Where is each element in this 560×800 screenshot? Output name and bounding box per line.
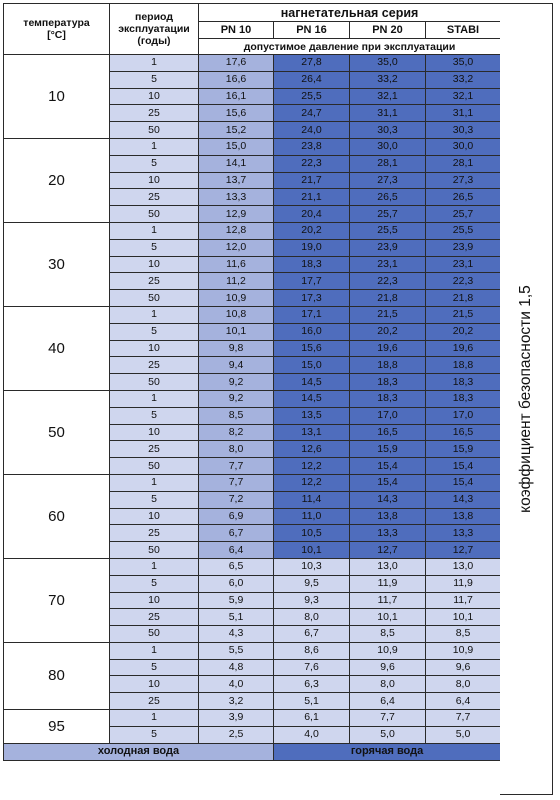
series-title: нагнетательная серия — [199, 4, 501, 22]
period-cell: 25 — [110, 525, 199, 542]
pn20-cell: 8,0 — [350, 676, 426, 693]
period-cell: 50 — [110, 458, 199, 475]
temperature-cell: 10 — [4, 55, 110, 139]
pn20-cell: 26,5 — [350, 189, 426, 206]
pn10-cell: 17,6 — [199, 55, 274, 72]
pn20-cell: 7,7 — [350, 710, 426, 727]
pn16-cell: 17,1 — [274, 306, 350, 323]
pn10-cell: 4,3 — [199, 626, 274, 643]
pn16-cell: 12,2 — [274, 474, 350, 491]
pn16-cell: 21,1 — [274, 189, 350, 206]
period-cell: 5 — [110, 659, 199, 676]
period-cell: 25 — [110, 189, 199, 206]
stabi-cell: 8,5 — [426, 626, 501, 643]
pn10-cell: 9,4 — [199, 357, 274, 374]
period-cell: 5 — [110, 239, 199, 256]
pn20-cell: 23,9 — [350, 239, 426, 256]
stabi-cell: 11,7 — [426, 592, 501, 609]
period-cell: 5 — [110, 323, 199, 340]
period-cell: 1 — [110, 222, 199, 239]
pn16-cell: 12,6 — [274, 441, 350, 458]
pn16-cell: 20,4 — [274, 206, 350, 223]
pn16-cell: 13,5 — [274, 407, 350, 424]
stabi-cell: 9,6 — [426, 659, 501, 676]
pn10-cell: 10,1 — [199, 323, 274, 340]
period-cell: 1 — [110, 642, 199, 659]
pn10-cell: 9,2 — [199, 374, 274, 391]
pn16-cell: 11,4 — [274, 491, 350, 508]
pn10-cell: 5,5 — [199, 642, 274, 659]
stabi-cell: 30,3 — [426, 122, 501, 139]
period-cell: 1 — [110, 474, 199, 491]
stabi-cell: 26,5 — [426, 189, 501, 206]
pn16-cell: 15,6 — [274, 340, 350, 357]
pn20-cell: 25,5 — [350, 222, 426, 239]
pn10-cell: 12,9 — [199, 206, 274, 223]
period-cell: 5 — [110, 575, 199, 592]
temperature-label: температура — [23, 17, 90, 29]
stabi-cell: 31,1 — [426, 105, 501, 122]
pn20-cell: 18,3 — [350, 374, 426, 391]
pn10-cell: 3,9 — [199, 710, 274, 727]
pn10-cell: 10,9 — [199, 290, 274, 307]
pn16-cell: 17,7 — [274, 273, 350, 290]
pn16-cell: 18,3 — [274, 256, 350, 273]
stabi-cell: 14,3 — [426, 491, 501, 508]
stabi-cell: 32,1 — [426, 88, 501, 105]
temperature-cell: 30 — [4, 222, 110, 306]
table-row — [4, 474, 501, 491]
pressure-table — [3, 3, 501, 761]
period-label-1: период — [135, 11, 173, 23]
period-cell: 1 — [110, 558, 199, 575]
pn16-cell: 11,0 — [274, 508, 350, 525]
stabi-cell: 13,0 — [426, 558, 501, 575]
pn20-cell: 9,6 — [350, 659, 426, 676]
stabi-cell: 28,1 — [426, 155, 501, 172]
pn20-cell: 18,3 — [350, 390, 426, 407]
table-row — [4, 306, 501, 323]
pn10-cell: 11,2 — [199, 273, 274, 290]
period-label-3: (годы) — [137, 35, 171, 47]
pn20-cell: 30,0 — [350, 138, 426, 155]
pn20-cell: 13,3 — [350, 525, 426, 542]
pn10-cell: 12,8 — [199, 222, 274, 239]
pn16-cell: 10,1 — [274, 542, 350, 559]
period-cell: 50 — [110, 206, 199, 223]
pn20-cell: 27,3 — [350, 172, 426, 189]
table-row — [4, 138, 501, 155]
pn16-cell: 27,8 — [274, 55, 350, 72]
pn16-cell: 24,7 — [274, 105, 350, 122]
stabi-cell: 18,3 — [426, 390, 501, 407]
pn20-cell: 11,9 — [350, 575, 426, 592]
pn16-cell: 10,3 — [274, 558, 350, 575]
period-cell: 1 — [110, 710, 199, 727]
period-cell: 10 — [110, 424, 199, 441]
pn20-cell: 5,0 — [350, 726, 426, 743]
pn20-cell: 8,5 — [350, 626, 426, 643]
pn10-cell: 5,9 — [199, 592, 274, 609]
stabi-cell: 12,7 — [426, 542, 501, 559]
pn20-cell: 31,1 — [350, 105, 426, 122]
period-cell: 50 — [110, 290, 199, 307]
temperature-cell: 70 — [4, 558, 110, 642]
pn16-cell: 13,1 — [274, 424, 350, 441]
pn16-cell: 8,0 — [274, 609, 350, 626]
stabi-cell: 17,0 — [426, 407, 501, 424]
pn20-cell: 13,0 — [350, 558, 426, 575]
pn20-cell: 16,5 — [350, 424, 426, 441]
stabi-cell: 16,5 — [426, 424, 501, 441]
pn10-cell: 14,1 — [199, 155, 274, 172]
table-row — [4, 390, 501, 407]
pn20-cell: 19,6 — [350, 340, 426, 357]
period-cell: 1 — [110, 390, 199, 407]
period-cell: 50 — [110, 626, 199, 643]
period-cell: 50 — [110, 374, 199, 391]
pn20-cell: 6,4 — [350, 693, 426, 710]
stabi-cell: 7,7 — [426, 710, 501, 727]
pn10-cell: 9,2 — [199, 390, 274, 407]
pn10-cell: 7,2 — [199, 491, 274, 508]
pn20-cell: 15,4 — [350, 458, 426, 475]
pn10-cell: 6,9 — [199, 508, 274, 525]
pn10-cell: 11,6 — [199, 256, 274, 273]
column-pn20: PN 20 — [350, 22, 426, 39]
pn10-cell: 9,8 — [199, 340, 274, 357]
safety-factor-column — [500, 3, 553, 795]
stabi-cell: 21,5 — [426, 306, 501, 323]
pn16-cell: 17,3 — [274, 290, 350, 307]
pn16-cell: 16,0 — [274, 323, 350, 340]
period-cell: 10 — [110, 88, 199, 105]
pn10-cell: 5,1 — [199, 609, 274, 626]
period-cell: 10 — [110, 172, 199, 189]
period-cell: 50 — [110, 542, 199, 559]
stabi-cell: 19,6 — [426, 340, 501, 357]
pn20-cell: 12,7 — [350, 542, 426, 559]
pn16-cell: 22,3 — [274, 155, 350, 172]
stabi-cell: 23,1 — [426, 256, 501, 273]
pn20-cell: 18,8 — [350, 357, 426, 374]
pn20-cell: 21,8 — [350, 290, 426, 307]
pn10-cell: 13,3 — [199, 189, 274, 206]
table-row — [4, 642, 501, 659]
pn16-cell: 12,2 — [274, 458, 350, 475]
stabi-cell: 35,0 — [426, 55, 501, 72]
pn10-cell: 16,1 — [199, 88, 274, 105]
stabi-cell: 13,3 — [426, 525, 501, 542]
table-row — [4, 710, 501, 727]
pn10-cell: 7,7 — [199, 458, 274, 475]
pn16-cell: 8,6 — [274, 642, 350, 659]
stabi-cell: 18,3 — [426, 374, 501, 391]
pn10-cell: 16,6 — [199, 71, 274, 88]
temperature-cell: 95 — [4, 710, 110, 744]
table-row — [4, 558, 501, 575]
period-cell: 25 — [110, 105, 199, 122]
pn20-cell: 15,9 — [350, 441, 426, 458]
pn20-cell: 10,1 — [350, 609, 426, 626]
stabi-cell: 30,0 — [426, 138, 501, 155]
stabi-cell: 11,9 — [426, 575, 501, 592]
period-cell: 5 — [110, 155, 199, 172]
pn16-cell: 26,4 — [274, 71, 350, 88]
stabi-cell: 22,3 — [426, 273, 501, 290]
pn16-cell: 6,1 — [274, 710, 350, 727]
period-cell: 1 — [110, 138, 199, 155]
cold-water-label: холодная вода — [4, 743, 274, 760]
pn16-cell: 21,7 — [274, 172, 350, 189]
pn16-cell: 25,5 — [274, 88, 350, 105]
period-cell: 50 — [110, 122, 199, 139]
pn10-cell: 10,8 — [199, 306, 274, 323]
temperature-cell: 60 — [4, 474, 110, 558]
stabi-cell: 18,8 — [426, 357, 501, 374]
pn10-cell: 6,4 — [199, 542, 274, 559]
pn16-cell: 20,2 — [274, 222, 350, 239]
stabi-cell: 15,4 — [426, 474, 501, 491]
table-body — [4, 55, 501, 744]
pn16-cell: 19,0 — [274, 239, 350, 256]
pn10-cell: 3,2 — [199, 693, 274, 710]
stabi-cell: 25,5 — [426, 222, 501, 239]
pn20-cell: 20,2 — [350, 323, 426, 340]
pn10-cell: 15,2 — [199, 122, 274, 139]
stabi-cell: 10,1 — [426, 609, 501, 626]
pn10-cell: 8,2 — [199, 424, 274, 441]
stabi-cell: 5,0 — [426, 726, 501, 743]
pn16-cell: 10,5 — [274, 525, 350, 542]
temperature-cell: 40 — [4, 306, 110, 390]
period-cell: 10 — [110, 340, 199, 357]
period-cell: 1 — [110, 306, 199, 323]
pn10-cell: 13,7 — [199, 172, 274, 189]
pn20-cell: 21,5 — [350, 306, 426, 323]
pn16-cell: 7,6 — [274, 659, 350, 676]
stabi-cell: 15,4 — [426, 458, 501, 475]
period-cell: 5 — [110, 726, 199, 743]
pn20-cell: 14,3 — [350, 491, 426, 508]
table-row — [4, 222, 501, 239]
period-cell: 10 — [110, 676, 199, 693]
period-cell: 5 — [110, 491, 199, 508]
pn10-cell: 15,6 — [199, 105, 274, 122]
temperature-header — [4, 4, 110, 55]
period-cell: 5 — [110, 407, 199, 424]
stabi-cell: 20,2 — [426, 323, 501, 340]
pn10-cell: 8,5 — [199, 407, 274, 424]
stabi-cell: 10,9 — [426, 642, 501, 659]
pn10-cell: 6,0 — [199, 575, 274, 592]
pn20-cell: 25,7 — [350, 206, 426, 223]
pn16-cell: 15,0 — [274, 357, 350, 374]
table-row — [4, 55, 501, 72]
pn16-cell: 24,0 — [274, 122, 350, 139]
pressure-table-sheet — [3, 3, 553, 795]
period-header — [110, 4, 199, 55]
period-cell: 25 — [110, 441, 199, 458]
pn10-cell: 4,0 — [199, 676, 274, 693]
pn10-cell: 6,7 — [199, 525, 274, 542]
period-cell: 25 — [110, 273, 199, 290]
pressure-subtitle: допустимое давление при эксплуатации — [199, 39, 501, 55]
pn16-cell: 4,0 — [274, 726, 350, 743]
pn20-cell: 23,1 — [350, 256, 426, 273]
period-cell: 5 — [110, 71, 199, 88]
period-label-2: эксплуатации — [118, 23, 190, 35]
stabi-cell: 25,7 — [426, 206, 501, 223]
pn10-cell: 15,0 — [199, 138, 274, 155]
pn10-cell: 8,0 — [199, 441, 274, 458]
pn20-cell: 35,0 — [350, 55, 426, 72]
pn20-cell: 11,7 — [350, 592, 426, 609]
pn10-cell: 2,5 — [199, 726, 274, 743]
pn20-cell: 32,1 — [350, 88, 426, 105]
temperature-cell: 50 — [4, 390, 110, 474]
pn16-cell: 6,3 — [274, 676, 350, 693]
pn20-cell: 15,4 — [350, 474, 426, 491]
period-cell: 1 — [110, 55, 199, 72]
pn16-cell: 9,3 — [274, 592, 350, 609]
pn20-cell: 22,3 — [350, 273, 426, 290]
stabi-cell: 6,4 — [426, 693, 501, 710]
stabi-cell: 21,8 — [426, 290, 501, 307]
hot-water-label: горячая вода — [274, 743, 501, 760]
temperature-unit: [°C] — [47, 29, 66, 41]
stabi-cell: 33,2 — [426, 71, 501, 88]
period-cell: 25 — [110, 609, 199, 626]
stabi-cell: 8,0 — [426, 676, 501, 693]
pn10-cell: 4,8 — [199, 659, 274, 676]
stabi-cell: 13,8 — [426, 508, 501, 525]
column-pn16: PN 16 — [274, 22, 350, 39]
pn16-cell: 6,7 — [274, 626, 350, 643]
pn20-cell: 30,3 — [350, 122, 426, 139]
pn20-cell: 17,0 — [350, 407, 426, 424]
pn20-cell: 33,2 — [350, 71, 426, 88]
safety-factor-note: коэффициент безопасности 1,5 — [517, 285, 534, 513]
period-cell: 10 — [110, 592, 199, 609]
period-cell: 10 — [110, 256, 199, 273]
period-cell: 25 — [110, 357, 199, 374]
period-cell: 25 — [110, 693, 199, 710]
stabi-cell: 15,9 — [426, 441, 501, 458]
period-cell: 10 — [110, 508, 199, 525]
temperature-cell: 20 — [4, 138, 110, 222]
column-stabi: STABI — [426, 22, 501, 39]
pn20-cell: 10,9 — [350, 642, 426, 659]
pn16-cell: 9,5 — [274, 575, 350, 592]
pn10-cell: 7,7 — [199, 474, 274, 491]
pn16-cell: 5,1 — [274, 693, 350, 710]
pn16-cell: 23,8 — [274, 138, 350, 155]
column-pn10: PN 10 — [199, 22, 274, 39]
temperature-cell: 80 — [4, 642, 110, 709]
pn16-cell: 14,5 — [274, 390, 350, 407]
stabi-cell: 27,3 — [426, 172, 501, 189]
stabi-cell: 23,9 — [426, 239, 501, 256]
pn16-cell: 14,5 — [274, 374, 350, 391]
pn10-cell: 6,5 — [199, 558, 274, 575]
pn20-cell: 28,1 — [350, 155, 426, 172]
pn20-cell: 13,8 — [350, 508, 426, 525]
pn10-cell: 12,0 — [199, 239, 274, 256]
